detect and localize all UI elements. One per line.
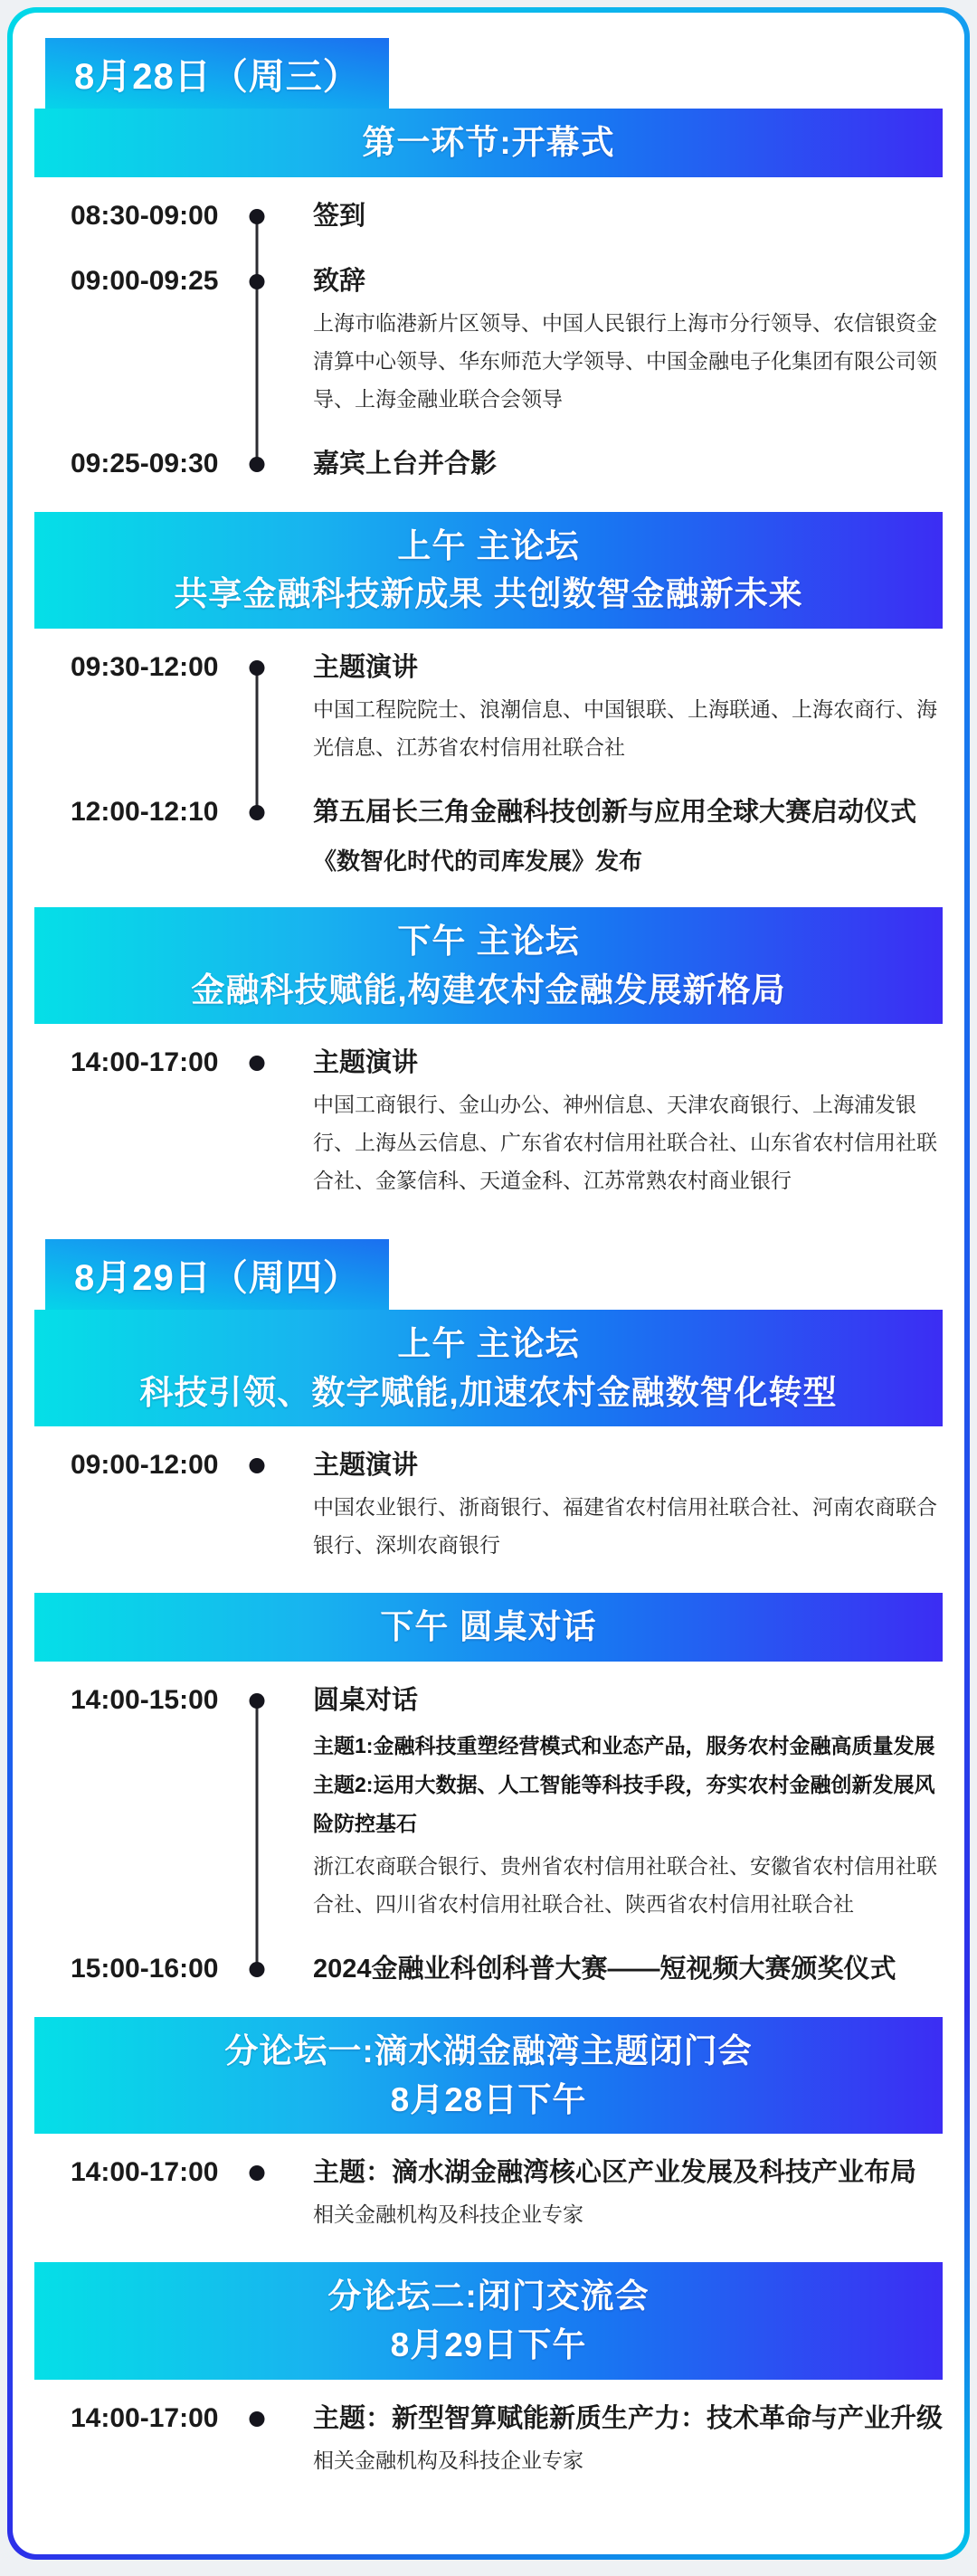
- timeline-dot: [250, 1693, 265, 1709]
- day-date-label: 8月29日（周四）: [74, 1257, 360, 1298]
- timeline-rail: [239, 1681, 275, 1923]
- event-row: [71, 445, 941, 483]
- section-banner-title: 上午 主论坛: [397, 1325, 580, 1363]
- event-time: 14:00-17:00: [71, 2402, 219, 2433]
- event-body: [275, 1681, 941, 1923]
- event-participants: 中国工商银行、金山办公、神州信息、天津农商银行、上海浦发银行、上海丛云信息、广东省农村信用社联合社、山东省农村信用社联合社、金篆信科、天道金科、江苏常熟农村商业银行: [313, 1093, 937, 1193]
- event-time: 09:00-12:00: [71, 1450, 219, 1481]
- event-body: [275, 1950, 941, 1988]
- section-banner: [34, 2017, 943, 2134]
- event-participants: 上海市临港新片区领导、中国人民银行上海市分行领导、农信银资金清算中心领导、华东师范大学领导、中国金融电子化集团有限公司领导、上海金融业联合会领导: [313, 310, 937, 411]
- event-time: 14:00-15:00: [71, 1685, 219, 1716]
- day-date-header: [45, 38, 389, 109]
- timeline-dot: [250, 209, 265, 224]
- event-body: [275, 793, 941, 878]
- event-title: 主题：新型智算赋能新质生产力：技术革命与产业升级: [313, 2403, 944, 2433]
- event-title: 圆桌对话: [313, 1686, 419, 1716]
- event-participants: 中国农业银行、浙商银行、福建省农村信用社联合社、河南农商联合银行、深圳农商银行: [313, 1495, 937, 1558]
- event-title: 致辞: [313, 266, 366, 296]
- event-topic: 主题1:金融科技重塑经营模式和业态产品，服务农村金融高质量发展: [313, 1734, 935, 1758]
- event-body: [275, 445, 941, 483]
- timeline-dot: [250, 1056, 265, 1071]
- event-body: [275, 197, 941, 235]
- section-banner: [34, 512, 943, 629]
- event-title: 第五届长三角金融科技创新与应用全球大赛启动仪式: [313, 797, 917, 827]
- section-banner: [34, 907, 943, 1024]
- event-topic: 主题2:运用大数据、人工智能等科技手段，夯实农村金融创新发展风险防控基石: [313, 1773, 935, 1836]
- timeline-rail: [239, 649, 275, 766]
- section-banner: [34, 1593, 943, 1662]
- event-title: 主题演讲: [313, 1048, 419, 1078]
- section-banner: [34, 2262, 943, 2379]
- section-banner: [34, 1310, 943, 1426]
- timeline-rail: [239, 2400, 275, 2479]
- event-row: [71, 793, 941, 878]
- event-participants: 浙江农商联合银行、贵州省农村信用社联合社、安徽省农村信用社联合社、四川省农村信用社联合社、陕西省农村信用社联合社: [313, 1854, 937, 1917]
- timeline-rail: [239, 1044, 275, 1199]
- event-block: [13, 1024, 964, 1210]
- event-title-line2: 《数智化时代的司库发展》发布: [313, 847, 643, 875]
- section-banner-title: 第一环节:开幕式: [362, 124, 615, 161]
- event-block: [13, 629, 964, 889]
- section-banner-title: 分论坛二:闭门交流会: [327, 2278, 650, 2316]
- timeline-rail: [239, 1446, 275, 1564]
- event-row: [71, 2400, 944, 2479]
- timeline-dot: [250, 457, 265, 472]
- event-row: [71, 1044, 941, 1199]
- timeline-dot: [250, 1458, 265, 1473]
- event-participants: 中国工程院院士、浪潮信息、中国银联、上海联通、上海农商行、海光信息、江苏省农村信用社联合社: [313, 696, 937, 759]
- event-body: [275, 649, 941, 766]
- event-row: [71, 197, 941, 235]
- event-participants: 相关金融机构及科技企业专家: [313, 2202, 583, 2227]
- event-block: [13, 2134, 964, 2244]
- section-banner-subtitle: 共享金融科技新成果 共创数智金融新未来: [174, 575, 803, 613]
- timeline-dot: [250, 1962, 265, 1977]
- timeline-dot: [250, 805, 265, 820]
- event-title: 2024金融业科创科普大赛——短视频大赛颁奖仪式: [313, 1955, 896, 1984]
- event-time: 14:00-17:00: [71, 1047, 219, 1078]
- event-title: 嘉宾上台并合影: [313, 449, 498, 478]
- event-time: 08:30-09:00: [71, 200, 219, 231]
- event-title: 主题演讲: [313, 652, 419, 682]
- section-banner-title: 下午 主论坛: [397, 922, 580, 960]
- event-block: [13, 2380, 964, 2490]
- section-banner-subtitle: 金融科技赋能,构建农村金融发展新格局: [191, 971, 786, 1009]
- agenda-blocks: [13, 38, 964, 2490]
- event-row: [71, 1446, 941, 1564]
- event-topics: [313, 1727, 941, 1843]
- event-row: [71, 1950, 941, 1988]
- event-time: 15:00-16:00: [71, 1954, 219, 1984]
- event-time: 09:00-09:25: [71, 265, 219, 296]
- event-body: [275, 1044, 941, 1199]
- timeline-rail: [239, 1950, 275, 1988]
- timeline-dot: [250, 660, 265, 676]
- timeline-rail: [239, 262, 275, 418]
- event-row: [71, 262, 941, 418]
- event-block: [13, 1426, 964, 1575]
- section-banner-subtitle: 8月29日下午: [390, 2326, 587, 2364]
- event-participants: 相关金融机构及科技企业专家: [313, 2448, 583, 2472]
- timeline-rail: [239, 793, 275, 878]
- section-banner-title: 下午 圆桌对话: [380, 1608, 597, 1646]
- timeline-rail: [239, 197, 275, 235]
- event-body: [275, 262, 941, 418]
- event-time: 12:00-12:10: [71, 796, 219, 827]
- event-title: 签到: [313, 201, 366, 231]
- event-body: [275, 2400, 944, 2479]
- poster-border: [7, 7, 970, 2560]
- event-body: [275, 2154, 941, 2233]
- timeline-rail: [239, 445, 275, 483]
- section-banner-title: 上午 主论坛: [397, 526, 580, 564]
- event-title: 主题：滴水湖金融湾核心区产业发展及科技产业布局: [313, 2158, 917, 2188]
- event-block: [13, 177, 964, 494]
- section-banner: [34, 109, 943, 177]
- timeline-rail: [239, 2154, 275, 2233]
- event-block: [13, 1662, 964, 1999]
- schedule-card: [13, 13, 964, 2554]
- event-row: [71, 2154, 941, 2233]
- event-row: [71, 649, 941, 766]
- event-time: 09:30-12:00: [71, 651, 219, 682]
- day-date-label: 8月28日（周三）: [74, 56, 360, 97]
- event-time: 14:00-17:00: [71, 2157, 219, 2188]
- event-title: 主题演讲: [313, 1451, 419, 1481]
- timeline-dot: [250, 2165, 265, 2181]
- section-banner-subtitle: 科技引领、数字赋能,加速农村金融数智化转型: [139, 1373, 838, 1411]
- day-date-header: [45, 1239, 389, 1310]
- event-body: [275, 1446, 941, 1564]
- event-time: 09:25-09:30: [71, 448, 219, 478]
- timeline-dot: [250, 2411, 265, 2427]
- section-banner-subtitle: 8月28日下午: [390, 2080, 587, 2118]
- section-banner-title: 分论坛一:滴水湖金融湾主题闭门会: [224, 2032, 753, 2070]
- event-row: [71, 1681, 941, 1923]
- timeline-dot: [250, 274, 265, 289]
